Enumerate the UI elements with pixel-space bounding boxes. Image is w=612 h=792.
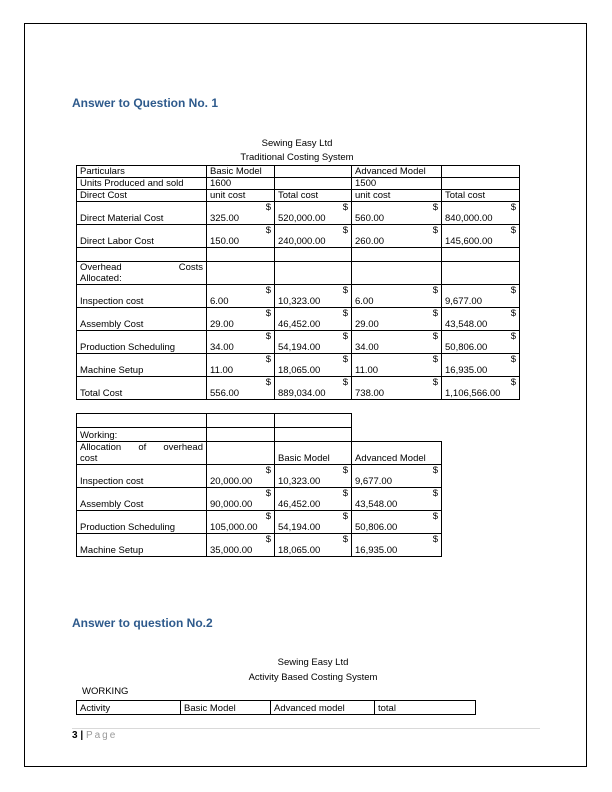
col-header: total (375, 701, 476, 715)
currency-symbol: $ (265, 534, 271, 545)
amount: 90,000.00 (210, 499, 253, 510)
amount: 11.00 (355, 365, 379, 376)
table-row (77, 331, 520, 354)
table-cell (207, 308, 275, 331)
table-cell: unit cost (352, 190, 442, 202)
currency-symbol: $ (432, 488, 438, 499)
currency-symbol: $ (432, 331, 438, 342)
amount: 10,323.00 (278, 296, 321, 307)
col-header: Advanced model (271, 701, 375, 715)
amount: 10,323.00 (278, 476, 321, 487)
currency-symbol: $ (510, 377, 516, 388)
amount: 150.00 (210, 236, 240, 247)
q2-heading: Answer to question No.2 (72, 616, 213, 630)
currency-symbol: $ (342, 285, 348, 296)
currency-symbol: $ (342, 511, 348, 522)
table-cell (207, 354, 275, 377)
currency-symbol: $ (342, 225, 348, 236)
amount: 18,065.00 (278, 545, 321, 556)
row-label: Units Produced and sold (77, 178, 207, 190)
table-cell (207, 511, 275, 534)
table-cell (207, 331, 275, 354)
amount: 260.00 (355, 236, 385, 247)
table-cell (352, 285, 442, 308)
table-row (77, 190, 520, 202)
currency-symbol: $ (432, 308, 438, 319)
col-header (442, 166, 520, 178)
table-cell: Total cost (442, 190, 520, 202)
table-cell (275, 488, 352, 511)
traditional-costing-table (76, 165, 520, 400)
currency-symbol: $ (342, 202, 348, 213)
table-cell (352, 331, 442, 354)
table-row (77, 178, 520, 190)
currency-symbol: $ (432, 465, 438, 476)
currency-symbol: $ (432, 285, 438, 296)
amount: 46,452.00 (278, 319, 321, 330)
table-cell: 1600 (207, 178, 275, 190)
currency-symbol: $ (510, 202, 516, 213)
col-header: Basic Model (207, 166, 275, 178)
table-row (77, 354, 520, 377)
table-cell (442, 377, 520, 400)
currency-symbol: $ (265, 354, 271, 365)
table-row (77, 488, 442, 511)
table-header-row (77, 442, 442, 465)
q1-company-name: Sewing Easy Ltd (261, 138, 333, 149)
table-cell (442, 354, 520, 377)
table-cell (275, 377, 352, 400)
col-header: Basic Model (275, 442, 352, 465)
table-cell (442, 178, 520, 190)
currency-symbol: $ (265, 511, 271, 522)
currency-symbol: $ (342, 331, 348, 342)
col-header: Advanced Model (352, 166, 442, 178)
currency-symbol: $ (432, 225, 438, 236)
amount: 43,548.00 (355, 499, 398, 510)
currency-symbol: $ (265, 377, 271, 388)
q2-company-name: Sewing Easy Ltd (277, 657, 349, 668)
row-label: Machine Setup (77, 354, 207, 377)
table-cell (275, 178, 352, 190)
amount: 50,806.00 (355, 522, 398, 533)
currency-symbol: $ (432, 511, 438, 522)
table-cell (442, 202, 520, 225)
amount: 556.00 (210, 388, 240, 399)
table-cell (275, 308, 352, 331)
page-word: Page (85, 730, 118, 741)
col-header: Particulars (77, 166, 207, 178)
amount: 54,194.00 (278, 342, 321, 353)
table-row (77, 285, 520, 308)
table-cell: Total cost (275, 190, 352, 202)
row-label: Inspection cost (77, 465, 207, 488)
currency-symbol: $ (432, 354, 438, 365)
row-label: Inspection cost (77, 285, 207, 308)
row-label: Assembly Cost (77, 308, 207, 331)
currency-symbol: $ (342, 377, 348, 388)
q2-working-label: WORKING (82, 686, 129, 697)
table-cell (275, 202, 352, 225)
amount: 889,034.00 (278, 388, 326, 399)
currency-symbol: $ (510, 285, 516, 296)
table-cell (275, 285, 352, 308)
amount: 520,000.00 (278, 213, 326, 224)
amount: 738.00 (355, 388, 385, 399)
amount: 35,000.00 (210, 545, 253, 556)
amount: 46,452.00 (278, 499, 321, 510)
table-row (77, 465, 442, 488)
amount: 18,065.00 (278, 365, 321, 376)
table-cell (275, 534, 352, 557)
currency-symbol: $ (510, 354, 516, 365)
col-header: Activity (77, 701, 181, 715)
row-label-overhead: Overhead Costs Allocated: (77, 262, 207, 285)
table-row (77, 534, 442, 557)
currency-symbol: $ (342, 354, 348, 365)
empty-row (77, 248, 520, 262)
table-row (77, 511, 442, 534)
amount: 50,806.00 (445, 342, 488, 353)
row-label: Machine Setup (77, 534, 207, 557)
row-label: Total Cost (77, 377, 207, 400)
table-cell (207, 225, 275, 248)
table-header-row (77, 701, 476, 715)
amount: 54,194.00 (278, 522, 321, 533)
currency-symbol: $ (265, 285, 271, 296)
currency-symbol: $ (265, 202, 271, 213)
amount: 840,000.00 (445, 213, 493, 224)
amount: 34.00 (210, 342, 234, 353)
currency-symbol: $ (265, 225, 271, 236)
table-cell (352, 534, 442, 557)
currency-symbol: $ (432, 534, 438, 545)
table-row (77, 262, 520, 285)
footer-separator: | (80, 730, 84, 741)
currency-symbol: $ (342, 465, 348, 476)
row-label: Direct Material Cost (77, 202, 207, 225)
row-label: Production Scheduling (77, 331, 207, 354)
currency-symbol: $ (265, 308, 271, 319)
table-cell (207, 377, 275, 400)
table-cell (442, 308, 520, 331)
table-row (77, 202, 520, 225)
amount: 145,600.00 (445, 236, 493, 247)
table-row (77, 308, 520, 331)
table-cell (275, 465, 352, 488)
row-label: Direct Labor Cost (77, 225, 207, 248)
currency-symbol: $ (510, 225, 516, 236)
q2-system-title: Activity Based Costing System (248, 672, 378, 683)
table-cell (352, 488, 442, 511)
table-header-row (77, 166, 520, 178)
amount: 6.00 (355, 296, 374, 307)
amount: 240,000.00 (278, 236, 326, 247)
page-footer (72, 730, 117, 741)
table-cell (352, 511, 442, 534)
amount: 34.00 (355, 342, 379, 353)
table-row (77, 428, 442, 442)
table-row (77, 225, 520, 248)
footer-divider (72, 728, 540, 729)
row-label: Direct Cost (77, 190, 207, 202)
allocation-working-table (76, 413, 442, 557)
table-cell (352, 377, 442, 400)
row-label: Production Scheduling (77, 511, 207, 534)
amount: 16,935.00 (445, 365, 488, 376)
q1-heading: Answer to Question No. 1 (72, 96, 219, 110)
col-header: Basic Model (181, 701, 271, 715)
currency-symbol: $ (265, 488, 271, 499)
amount: 43,548.00 (445, 319, 488, 330)
currency-symbol: $ (342, 488, 348, 499)
table-cell (352, 202, 442, 225)
amount: 20,000.00 (210, 476, 253, 487)
table-cell (352, 225, 442, 248)
total-row (77, 377, 520, 400)
amount: 1,106,566.00 (445, 388, 501, 399)
currency-symbol: $ (342, 308, 348, 319)
page-number: 3 (72, 730, 78, 741)
table-cell (442, 285, 520, 308)
amount: 325.00 (210, 213, 240, 224)
row-label-allocation: Allocation of overhead cost (77, 442, 207, 465)
currency-symbol: $ (510, 331, 516, 342)
table-cell: unit cost (207, 190, 275, 202)
table-cell: 1500 (352, 178, 442, 190)
table-cell (207, 465, 275, 488)
table-cell (275, 331, 352, 354)
activity-based-table (76, 700, 476, 715)
currency-symbol: $ (432, 202, 438, 213)
amount: 105,000.00 (210, 522, 258, 533)
table-cell (352, 354, 442, 377)
table-cell (275, 225, 352, 248)
amount: 11.00 (210, 365, 234, 376)
currency-symbol: $ (265, 331, 271, 342)
currency-symbol: $ (265, 465, 271, 476)
row-label: Working: (77, 428, 207, 442)
currency-symbol: $ (342, 534, 348, 545)
table-cell (207, 534, 275, 557)
table-cell (275, 354, 352, 377)
table-cell (275, 511, 352, 534)
amount: 16,935.00 (355, 545, 398, 556)
row-label: Assembly Cost (77, 488, 207, 511)
amount: 29.00 (355, 319, 379, 330)
amount: 29.00 (210, 319, 234, 330)
table-cell (442, 331, 520, 354)
table-cell (352, 308, 442, 331)
q1-system-title: Traditional Costing System (240, 152, 354, 163)
table-cell (207, 285, 275, 308)
col-header (275, 166, 352, 178)
amount: 560.00 (355, 213, 385, 224)
amount: 9,677.00 (445, 296, 482, 307)
col-header: Advanced Model (352, 442, 442, 465)
amount: 6.00 (210, 296, 229, 307)
empty-row (77, 414, 442, 428)
table-cell (352, 465, 442, 488)
table-cell (442, 225, 520, 248)
table-cell (207, 488, 275, 511)
table-cell (207, 202, 275, 225)
amount: 9,677.00 (355, 476, 392, 487)
currency-symbol: $ (432, 377, 438, 388)
currency-symbol: $ (510, 308, 516, 319)
